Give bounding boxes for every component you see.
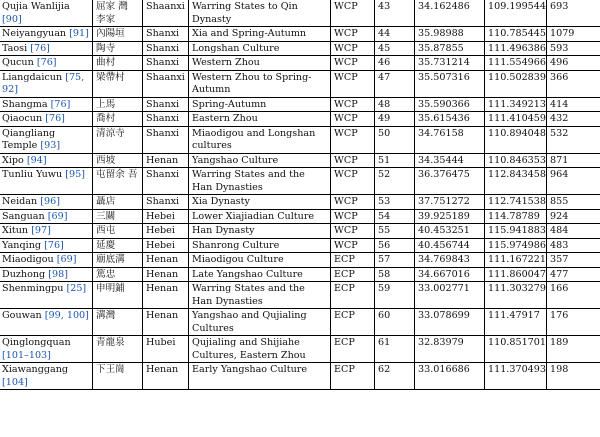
cell-culture: Western Zhou to Spring-Autumn xyxy=(189,70,331,97)
cell-chinese: 屯留余 吾 xyxy=(93,168,143,195)
cell-site xyxy=(0,27,93,42)
cell-region: ECP xyxy=(331,309,375,336)
cell-province: Shanxi xyxy=(143,112,189,127)
cell-chinese: 曲村 xyxy=(93,56,143,71)
cell-chinese: 梁帶村 xyxy=(93,70,143,97)
site-name: Qujia Wanlijia xyxy=(2,1,70,12)
reference-link[interactable]: [93] xyxy=(40,140,61,151)
cell-province: Shanxi xyxy=(143,126,189,153)
cell-province: Hebei xyxy=(143,224,189,239)
reference-link[interactable]: [91] xyxy=(69,28,89,39)
cell-lon: 109.199544 xyxy=(485,0,547,27)
cell-chinese: 聶店 xyxy=(93,195,143,210)
cell-chinese: 下王崗 xyxy=(93,363,143,390)
site-name: Yanqing xyxy=(2,239,42,251)
cell-site xyxy=(0,56,93,71)
cell-chinese: 溝灣 xyxy=(93,309,143,336)
cell-culture: Shanrong Culture xyxy=(189,238,331,253)
cell-lat: 34.667016 xyxy=(415,267,485,282)
cell-culture: Warring States and the Han Dynasties xyxy=(189,168,331,195)
table-row xyxy=(0,153,600,168)
cell-no: 48 xyxy=(375,97,415,112)
cell-chinese: 上馬 xyxy=(93,97,143,112)
cell-lat: 33.002771 xyxy=(415,282,485,309)
cell-region: WCP xyxy=(331,153,375,168)
cell-no: 58 xyxy=(375,267,415,282)
cell-no: 46 xyxy=(375,56,415,71)
cell-alt: 483 xyxy=(547,238,600,253)
cell-no: 56 xyxy=(375,238,415,253)
reference-link[interactable]: [25] xyxy=(66,283,87,294)
cell-lon: 111.554966 xyxy=(485,56,547,71)
cell-culture: Xia and Spring-Autumn xyxy=(189,27,331,42)
site-name: Neidan xyxy=(2,196,38,207)
cell-province: Shaanxi xyxy=(143,70,189,97)
site-name: Shenmingpu xyxy=(2,283,64,294)
cell-lon: 110.894048 xyxy=(485,126,547,153)
cell-site xyxy=(0,168,93,195)
cell-site xyxy=(0,253,93,268)
cell-lat: 40.453251 xyxy=(415,224,485,239)
cell-no: 50 xyxy=(375,126,415,153)
cell-province: Hubei xyxy=(143,336,189,363)
cell-region: ECP xyxy=(331,336,375,363)
reference-link[interactable]: [97] xyxy=(31,225,51,236)
cell-region: ECP xyxy=(331,363,375,390)
cell-culture: Han Dynasty xyxy=(189,224,331,239)
table-row xyxy=(0,209,600,224)
cell-no: 53 xyxy=(375,195,415,210)
cell-province: Henan xyxy=(143,363,189,390)
reference-link[interactable]: [96] xyxy=(40,196,60,207)
cell-culture: Early Yangshao Culture xyxy=(189,363,331,390)
cell-no: 47 xyxy=(375,70,415,97)
cell-region: WCP xyxy=(331,27,375,42)
cell-province: Shanxi xyxy=(143,56,189,71)
cell-chinese: 喬村 xyxy=(93,112,143,127)
cell-lat: 34.769843 xyxy=(415,253,485,268)
cell-province: Henan xyxy=(143,282,189,309)
cell-culture: Warring States to Qin Dynasty xyxy=(189,0,331,27)
cell-province: Shanxi xyxy=(143,97,189,112)
cell-lon: 112.843458 xyxy=(485,168,547,195)
cell-culture: Yangshao Culture xyxy=(189,153,331,168)
table-row xyxy=(0,253,600,268)
cell-lon: 110.502839 xyxy=(485,70,547,97)
reference-link[interactable]: [76] xyxy=(36,57,57,68)
cell-province: Henan xyxy=(143,153,189,168)
cell-lat: 37.751272 xyxy=(415,195,485,210)
table-row xyxy=(0,126,600,153)
reference-link[interactable]: [69] xyxy=(56,254,77,265)
site-name: Tunliu Yuwu xyxy=(2,169,63,180)
site-name: Gouwan xyxy=(2,310,42,321)
cell-alt: 366 xyxy=(547,70,600,97)
cell-lat: 35.98988 xyxy=(415,27,485,42)
site-name: Shangma xyxy=(2,98,48,110)
cell-province: Henan xyxy=(143,253,189,268)
cell-region: WCP xyxy=(331,195,375,210)
cell-region: WCP xyxy=(331,168,375,195)
cell-chinese: 陶寺 xyxy=(93,41,143,56)
cell-no: 44 xyxy=(375,27,415,42)
cell-alt: 189 xyxy=(547,336,600,363)
cell-province: Shanxi xyxy=(143,41,189,56)
cell-lon: 110.846353 xyxy=(485,153,547,168)
cell-culture: Longshan Culture xyxy=(189,41,331,56)
cell-no: 55 xyxy=(375,224,415,239)
cell-region: WCP xyxy=(331,209,375,224)
cell-no: 54 xyxy=(375,209,415,224)
cell-site xyxy=(0,238,93,253)
site-name: Duzhong xyxy=(2,268,46,280)
table-row xyxy=(0,309,600,336)
site-name: Xiawanggang xyxy=(2,364,69,375)
cell-culture: Spring-Autumn xyxy=(189,97,331,112)
table-row xyxy=(0,112,600,127)
reference-link[interactable]: [94] xyxy=(26,154,47,166)
cell-no: 59 xyxy=(375,282,415,309)
site-name: Qiangliang Temple xyxy=(2,127,56,151)
cell-site xyxy=(0,282,93,309)
cell-lon: 111.349213 xyxy=(485,97,547,112)
cell-lat: 33.016686 xyxy=(415,363,485,390)
table-row xyxy=(0,70,600,97)
cell-no: 49 xyxy=(375,112,415,127)
cell-chinese: 廟底溝 xyxy=(93,253,143,268)
cell-alt: 964 xyxy=(547,168,600,195)
cell-region: WCP xyxy=(331,112,375,127)
cell-lat: 35.87855 xyxy=(415,41,485,56)
cell-site xyxy=(0,309,93,336)
cell-no: 57 xyxy=(375,253,415,268)
cell-no: 51 xyxy=(375,153,415,168)
cell-culture: Late Yangshao Culture xyxy=(189,267,331,282)
cell-site xyxy=(0,363,93,390)
cell-region: WCP xyxy=(331,224,375,239)
site-name: Liangdaicun xyxy=(2,71,63,83)
cell-lat: 32.83979 xyxy=(415,336,485,363)
cell-chinese: 清涼寺 xyxy=(93,126,143,153)
cell-lon: 111.303279 xyxy=(485,282,547,309)
cell-alt: 924 xyxy=(547,209,600,224)
reference-link[interactable]: [90] xyxy=(2,13,22,25)
cell-site xyxy=(0,41,93,56)
site-name: Miaodigou xyxy=(2,254,54,265)
cell-lon: 110.785445 xyxy=(485,27,547,42)
reference-link[interactable]: [95] xyxy=(65,169,85,180)
cell-lat: 35.507316 xyxy=(415,70,485,97)
cell-site xyxy=(0,336,93,363)
cell-region: WCP xyxy=(331,238,375,253)
cell-alt: 871 xyxy=(547,153,600,168)
cell-chinese: 延慶 xyxy=(93,238,143,253)
cell-chinese: 內陽垣 xyxy=(93,27,143,42)
cell-culture: Western Zhou xyxy=(189,56,331,71)
cell-alt: 176 xyxy=(547,309,600,336)
cell-alt: 855 xyxy=(547,195,600,210)
cell-region: ECP xyxy=(331,267,375,282)
cell-lon: 111.410459 xyxy=(485,112,547,127)
cell-lat: 35.615436 xyxy=(415,112,485,127)
cell-region: WCP xyxy=(331,70,375,97)
cell-region: WCP xyxy=(331,41,375,56)
cell-culture: Lower Xiajiadian Culture xyxy=(189,209,331,224)
cell-alt: 496 xyxy=(547,56,600,71)
cell-region: WCP xyxy=(331,56,375,71)
table-row xyxy=(0,41,600,56)
table-row xyxy=(0,27,600,42)
reference-link[interactable]: [101–103] xyxy=(2,349,51,361)
cell-alt: 166 xyxy=(547,282,600,309)
site-name: Xipo xyxy=(2,154,24,166)
cell-alt: 484 xyxy=(547,224,600,239)
cell-site xyxy=(0,195,93,210)
reference-link[interactable]: [98] xyxy=(48,268,68,280)
cell-chinese: 篤忠 xyxy=(93,267,143,282)
cell-chinese: 青龍泉 xyxy=(93,336,143,363)
cell-province: Shanxi xyxy=(143,27,189,42)
cell-lat: 39.925189 xyxy=(415,209,485,224)
cell-lon: 111.860047 xyxy=(485,267,547,282)
cell-site xyxy=(0,209,93,224)
cell-province: Shanxi xyxy=(143,195,189,210)
cell-lon: 111.370493 xyxy=(485,363,547,390)
cell-lon: 111.167221 xyxy=(485,253,547,268)
site-name: Qucun xyxy=(2,57,34,68)
cell-chinese: 三關 xyxy=(93,209,143,224)
cell-chinese: 西坡 xyxy=(93,153,143,168)
table-row xyxy=(0,97,600,112)
cell-site xyxy=(0,126,93,153)
cell-culture: Eastern Zhou xyxy=(189,112,331,127)
cell-no: 62 xyxy=(375,363,415,390)
cell-alt: 1079 xyxy=(547,27,600,42)
cell-lat: 34.76158 xyxy=(415,126,485,153)
table-row xyxy=(0,195,600,210)
reference-link[interactable]: [99, 100] xyxy=(44,310,89,321)
reference-link[interactable]: [76] xyxy=(44,239,64,251)
cell-no: 52 xyxy=(375,168,415,195)
reference-link[interactable]: [104] xyxy=(2,376,28,388)
cell-province: Henan xyxy=(143,309,189,336)
cell-culture: Warring States and the Han Dynasties xyxy=(189,282,331,309)
cell-lon: 112.741538 xyxy=(485,195,547,210)
cell-alt: 532 xyxy=(547,126,600,153)
table-row xyxy=(0,56,600,71)
cell-lat: 40.456744 xyxy=(415,238,485,253)
cell-province: Hebei xyxy=(143,238,189,253)
cell-lat: 33.078699 xyxy=(415,309,485,336)
cell-site xyxy=(0,97,93,112)
cell-lon: 115.974986 xyxy=(485,238,547,253)
cell-no: 45 xyxy=(375,41,415,56)
cell-region: ECP xyxy=(331,253,375,268)
cell-no: 61 xyxy=(375,336,415,363)
table-row xyxy=(0,238,600,253)
table-row xyxy=(0,224,600,239)
cell-lon: 110.851701 xyxy=(485,336,547,363)
cell-site xyxy=(0,267,93,282)
cell-alt: 477 xyxy=(547,267,600,282)
cell-alt: 357 xyxy=(547,253,600,268)
cell-lon: 111.47917 xyxy=(485,309,547,336)
cell-site xyxy=(0,70,93,97)
cell-region: ECP xyxy=(331,282,375,309)
cell-chinese: 西屯 xyxy=(93,224,143,239)
table-row xyxy=(0,0,600,27)
cell-province: Shanxi xyxy=(143,168,189,195)
cell-culture: Yangshao and Qujialing Cultures xyxy=(189,309,331,336)
cell-province: Shaanxi xyxy=(143,0,189,27)
cell-lat: 36.376475 xyxy=(415,168,485,195)
cell-alt: 414 xyxy=(547,97,600,112)
cell-site xyxy=(0,0,93,27)
cell-site xyxy=(0,153,93,168)
cell-lat: 34.35444 xyxy=(415,153,485,168)
cell-lat: 35.731214 xyxy=(415,56,485,71)
table-row xyxy=(0,363,600,390)
cell-alt: 198 xyxy=(547,363,600,390)
site-name: Neiyangyuan xyxy=(2,28,67,39)
reference-link[interactable]: [69] xyxy=(47,210,68,222)
table-row xyxy=(0,282,600,309)
cell-lon: 111.496386 xyxy=(485,41,547,56)
cell-lon: 115.941883 xyxy=(485,224,547,239)
cell-chinese: 申明鋪 xyxy=(93,282,143,309)
cell-culture: Qujialing and Shijiahe Cultures, Eastern Zhou xyxy=(189,336,331,363)
cell-alt: 593 xyxy=(547,41,600,56)
cell-lat: 34.162486 xyxy=(415,0,485,27)
cell-no: 60 xyxy=(375,309,415,336)
cell-culture: Miaodigou Culture xyxy=(189,253,331,268)
cell-no: 43 xyxy=(375,0,415,27)
cell-site xyxy=(0,112,93,127)
cell-lat: 35.590366 xyxy=(415,97,485,112)
cell-province: Hebei xyxy=(143,209,189,224)
cell-region: WCP xyxy=(331,97,375,112)
site-name: Qiaocun xyxy=(2,113,43,124)
cell-culture: Miaodigou and Longshan cultures xyxy=(189,126,331,153)
cell-region: WCP xyxy=(331,126,375,153)
site-name: Taosi xyxy=(2,42,28,54)
reference-link[interactable]: [76] xyxy=(45,113,65,124)
table-row xyxy=(0,168,600,195)
cell-region: WCP xyxy=(331,0,375,27)
reference-link[interactable]: [76] xyxy=(50,98,71,110)
cell-chinese: 屈家 灣 李家 xyxy=(93,0,143,27)
cell-site xyxy=(0,224,93,239)
table-row xyxy=(0,336,600,363)
site-name: Qinglongquan xyxy=(2,337,71,348)
site-name: Xitun xyxy=(2,225,29,236)
cell-alt: 693 xyxy=(547,0,600,27)
table-row xyxy=(0,267,600,282)
reference-link[interactable]: [75, 92] xyxy=(2,71,85,95)
cell-lon: 114.78789 xyxy=(485,209,547,224)
site-name: Sanguan xyxy=(2,210,45,222)
cell-culture: Xia Dynasty xyxy=(189,195,331,210)
reference-link[interactable]: [76] xyxy=(30,42,50,54)
cell-alt: 432 xyxy=(547,112,600,127)
cell-province: Henan xyxy=(143,267,189,282)
